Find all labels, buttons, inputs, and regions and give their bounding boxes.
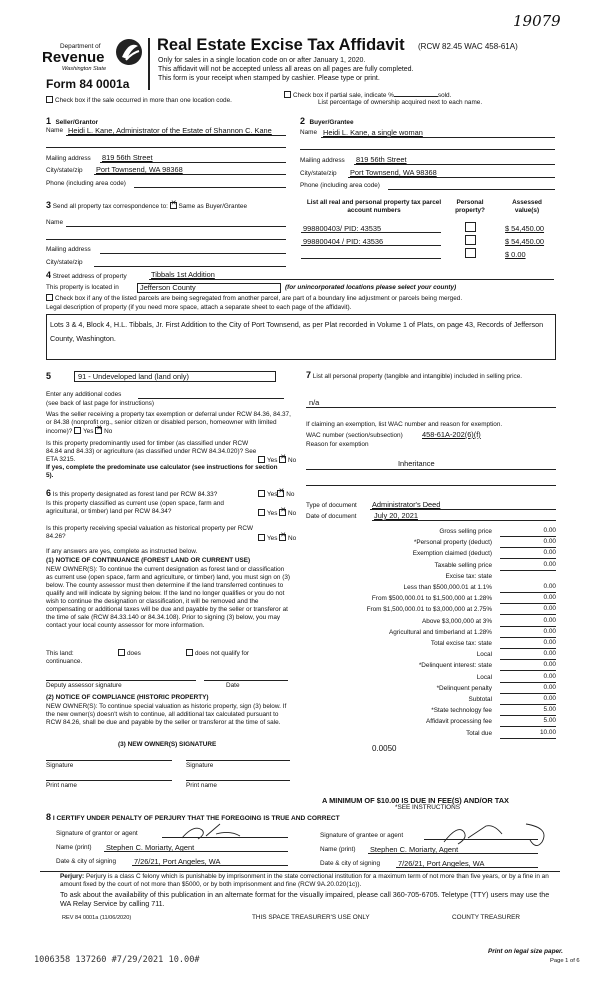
seller-heading: 1 Seller/Grantor (46, 116, 99, 126)
s6-question-1: 6 Is this property designated as forest land per RCW 84.33? (46, 488, 218, 498)
parcel-row-3-personal-checkbox[interactable] (465, 248, 476, 258)
s5-q2-no-checkbox[interactable] (279, 456, 286, 463)
parcel-row-1-id[interactable]: 998800403/ PID: 43535 (303, 224, 382, 233)
seller-mailing[interactable]: 819 56th Street (102, 153, 153, 162)
grantee-signature[interactable] (440, 820, 570, 852)
s5-question-1: Was the seller receiving a property tax exemption or deferral under RCW 84.36, 84.37, or 84.38 (nonprofit org., senior citizen or disabled person, homeowner with limited income)? Yes ✕ No (46, 411, 292, 436)
document-date-label: Date of document (306, 513, 357, 520)
calc-label: Agricultural and timberland at 1.28% (388, 628, 492, 636)
calc-value-line (500, 637, 556, 638)
county-select[interactable]: Jefferson County (137, 283, 281, 293)
intro-line-1: Only for sales in a single location code on or after January 1, 2020. (158, 57, 366, 64)
s5-q1-yes-checkbox[interactable] (74, 427, 81, 434)
street-address[interactable]: Tibbals 1st Addition (151, 270, 215, 279)
handwritten-number: 19079 (513, 12, 561, 30)
calc-value-line (500, 659, 556, 660)
perjury-line (40, 871, 560, 872)
owner-signature-label-2: Signature (186, 762, 214, 769)
grantor-name-label: Name (print) (56, 844, 92, 851)
s5-question-2b: If yes, complete the predominate use calculator (see instructions for section 5). (46, 464, 278, 479)
parcel-row-2-value[interactable]: $ 54,450.00 (505, 237, 545, 246)
seller-phone-label: Phone (including area code) (46, 180, 126, 187)
availability-notice: To ask about the availability of this publication in an alternate format for the visually impaired, please call 360-705-6705. Teletype (TTY) users may use the WA Relay Service by calling 711. (60, 890, 550, 908)
calc-value-line (500, 592, 556, 593)
title-reference: (RCW 82.45 WAC 458-61A) (418, 42, 518, 51)
calc-label: Above $3,000,000 at 3% (422, 617, 492, 625)
s3-city-label: City/state/zip (46, 259, 83, 266)
parcel-row-2-personal-checkbox[interactable] (465, 235, 476, 245)
calc-value[interactable]: 0.00 (543, 583, 556, 590)
calc-value[interactable]: 0.00 (543, 683, 556, 691)
document-type[interactable]: Administrator's Deed (372, 500, 441, 509)
land-use-select[interactable]: 91 - Undeveloped land (land only) (74, 371, 276, 382)
calc-value[interactable]: 0.00 (543, 605, 556, 613)
calc-label: Total due (466, 729, 492, 737)
county-treasurer-label: COUNTY TREASURER (452, 914, 520, 921)
buyer-phone-label: Phone (including area code) (300, 182, 380, 189)
minimum-notice: A MINIMUM OF $10.00 IS DUE IN FEE(S) AND/OR TAX (322, 796, 509, 805)
calc-value[interactable]: 0.00 (543, 560, 556, 568)
s5-number: 5 (46, 371, 52, 381)
personal-property-label: 7 List all personal property (tangible and intangible) included in selling price. (306, 370, 523, 380)
checkbox-icon (186, 649, 193, 656)
new-owner-signature-heading: (3) NEW OWNER(S) SIGNATURE (118, 741, 217, 748)
calc-value-line (500, 603, 556, 604)
s6-question-2: Is this property classified as current use (open space, farm and agricultural, or timber) land per RCW 84.34? (46, 500, 224, 515)
buyer-name-label: Name (300, 129, 318, 136)
legal-description-box[interactable] (46, 314, 556, 360)
calc-label: Local (476, 673, 492, 681)
print-legal-note: Print on legal size paper. (488, 948, 563, 955)
calc-label: Affidavit processing fee (426, 718, 492, 726)
exemption-label: If claiming an exemption, list WAC number and reason for exemption. (306, 421, 503, 428)
buyer-city-label: City/state/zip (300, 170, 337, 177)
parcel-row-1-personal-checkbox[interactable] (465, 222, 476, 232)
calc-value[interactable]: 0.00 (543, 527, 556, 534)
calc-value[interactable]: 0.00 (543, 538, 556, 546)
buyer-name[interactable]: Heidi L. Kane, a single woman (323, 128, 423, 137)
calc-value-line (500, 570, 556, 571)
calc-value[interactable]: 10.00 (540, 728, 556, 736)
legal-description: Lots 3 & 4, Block 4, H.L. Tibbals, Jr. First Addition to the City of Port Townsend, as per Plat recorded in Volume 1 of Plats, on page 43, Records of Jefferson County, Washington. (50, 320, 544, 343)
grantee-date[interactable]: 7/26/21, Port Angeles, WA (398, 859, 485, 868)
assessed-col-header: Assessed value(s) (512, 199, 542, 214)
continuance-label: continuance. (46, 658, 83, 665)
calc-label: *State technology fee (431, 707, 492, 715)
deputy-signature-label: Deputy assessor signature (46, 682, 122, 689)
calc-value-line (500, 547, 556, 548)
calc-label: Gross selling price (439, 528, 492, 535)
seller-name[interactable]: Heidi L. Kane, Administrator of the Estate of Shannon C. Kane (68, 126, 272, 135)
grantor-date[interactable]: 7/26/21, Port Angeles, WA (134, 857, 221, 866)
grantee-signature-label: Signature of grantee or agent (320, 832, 404, 839)
this-land-label: This land: (46, 650, 74, 657)
calc-value-line (500, 682, 556, 683)
notice-continuance-text: NEW OWNER(S): To continue the current designation as forest land or classification as current use (open space, farm and agriculture, or timber) land, you must sign on (3) below. The county assessor must then determine if the land transferred continues to qualify and will indicate by signing below. If the land no longer qualifies or you do not wish to continue the designation or classification, it will be removed and the compensating or additional taxes will be due and payable by the seller or transferor at the time of sale (RCW 84.33.140 or 84.34.108). Prior to signing (3) below, you may contact your local county assessor for more information. (46, 566, 291, 629)
owner-print-name-2: Print name (186, 782, 217, 789)
calc-label: Local (476, 651, 492, 659)
s6-question-3: Is this property receiving special valuation as historical property per RCW 84.26? (46, 525, 254, 540)
deputy-date-label: Date (226, 682, 240, 689)
parcel-row-3-value[interactable]: $ 0.00 (505, 250, 526, 259)
parcel-col-header: List all real and personal property tax parcel account numbers (306, 199, 442, 214)
agency-line1: Department of (60, 43, 101, 50)
personal-col-header: Personal property? (455, 199, 485, 214)
revision-label: REV 84 0001a (11/06/2020) (62, 915, 132, 921)
calc-label: From $500,000.01 to $1,500,000 at 1.28% (371, 595, 492, 603)
calc-value-line (500, 726, 556, 727)
county-note: (for unincorporated locations please select your county) (285, 284, 457, 291)
calc-value[interactable]: 0.00 (543, 616, 556, 624)
calc-value[interactable]: 0.00 (543, 650, 556, 658)
additional-codes-sub: (see back of last page for instructions) (46, 400, 154, 407)
s5-q2-yes-checkbox[interactable] (258, 456, 265, 463)
calc-value[interactable]: 0.00 (543, 627, 556, 635)
checkbox-icon (118, 649, 125, 656)
seller-city-label: City/state/zip (46, 167, 83, 174)
does-qualify-checkbox[interactable]: does (118, 649, 141, 658)
parcel-row-1-value[interactable]: $ 54,450.00 (505, 224, 545, 233)
s6-q2-yes-checkbox[interactable] (258, 509, 265, 516)
wac-number-label: WAC number (section/subsection) (306, 432, 403, 439)
s6-q3-no-checkbox[interactable] (279, 534, 286, 541)
additional-codes-label: Enter any additional codes (46, 391, 122, 398)
s6-q3-answers: Yes ✕ No (258, 534, 296, 543)
calc-label: *Delinquent interest: state (418, 662, 492, 670)
calc-value-line (500, 693, 556, 694)
checkbox-icon (46, 96, 53, 103)
street-address-label: 4 Street address of property (46, 270, 127, 280)
grantor-date-label: Date & city of signing (56, 858, 117, 865)
calc-label: Exemption claimed (deduct) (412, 550, 492, 558)
treasurer-use-label: THIS SPACE TREASURER'S USE ONLY (252, 914, 370, 921)
calc-value-line (500, 704, 556, 705)
tax-correspondence: 3 Send all property tax correspondence to: ✕ Same as Buyer/Grantee (46, 201, 247, 211)
s3-mailing-label: Mailing address (46, 246, 91, 253)
seller-mailing-label: Mailing address (46, 155, 91, 162)
calc-value-line (500, 738, 556, 739)
page-number: Page 1 of 6 (550, 958, 580, 964)
calc-value[interactable]: 0.00 (543, 695, 556, 702)
intro-line-3: This form is your receipt when stamped by cashier. Please type or print. (158, 75, 380, 82)
calc-label: Excise tax: state (445, 572, 492, 580)
checkbox-icon (284, 91, 291, 98)
perjury-notice: Perjury: Perjury is a class C felony which is punishable by imprisonment in the state correctional institution for a maximum term of not more than five years, or by a fine in an amount fixed by the court of not more than $5000, or by both imprisonment and fine (RCW 9A.20.020(1c)). (60, 873, 549, 888)
local-rate[interactable]: 0.0050 (372, 744, 397, 753)
same-as-buyer-checkbox[interactable] (170, 202, 177, 209)
calc-value-line (500, 558, 556, 559)
s5-question-2: Is this property predominantly used for timber (as classified under RCW 84.84 and 84.33) or agriculture (as classified under RCW 84.34.020)? See ETA 3215. (46, 440, 257, 463)
personal-property-value[interactable]: n/a (309, 398, 320, 407)
notice-compliance-heading: (2) NOTICE OF COMPLIANCE (HISTORIC PROPERTY) (46, 694, 209, 701)
agency-name: Revenue (42, 49, 105, 66)
owner-signature-label-1: Signature (46, 762, 74, 769)
calc-label: *Personal property (deduct) (413, 539, 492, 547)
grantee-name-label: Name (print) (320, 846, 356, 853)
s6-q1-answers: Yes✕ No (258, 490, 294, 499)
header-divider (148, 38, 150, 90)
grantor-signature-label: Signature of grantor or agent (56, 830, 138, 837)
calc-label: Subtotal (468, 696, 492, 703)
document-type-label: Type of document (306, 502, 357, 509)
intro-line-2: This affidavit will not be accepted unless all areas on all pages are fully completed. (158, 66, 414, 73)
see-instructions: *SEE INSTRUCTIONS (395, 804, 460, 811)
calc-label: From $1,500,000.01 to $3,000,000 at 2.75% (366, 606, 492, 614)
calc-value[interactable]: 5.00 (543, 706, 556, 714)
calc-value[interactable]: 0.00 (543, 639, 556, 646)
buyer-mailing-label: Mailing address (300, 157, 345, 164)
calc-value-line (500, 536, 556, 537)
s6-q1-no-checkbox[interactable] (277, 490, 284, 497)
seller-name-label: Name (46, 127, 64, 134)
does-not-qualify-checkbox[interactable]: does not qualify for (186, 649, 249, 658)
buyer-heading: 2 Buyer/Grantee (300, 116, 354, 126)
exemption-reason[interactable]: Inheritance (398, 459, 435, 468)
s6-q3-yes-checkbox[interactable] (258, 534, 265, 541)
calc-value-line (500, 670, 556, 671)
owner-print-name-1: Print name (46, 782, 77, 789)
calc-value[interactable]: 0.00 (543, 672, 556, 680)
notice-compliance-text: NEW OWNER(S): To continue special valuation as historic property, sign (3) below. If the new owner(s) doesn't wish to continue, all additional tax calculated pursuant to RCW 84.26, shall be due and payable by the seller or transferor at the time of sale. (46, 703, 287, 726)
seller-city[interactable]: Port Townsend, WA 98368 (96, 165, 183, 174)
notice-continuance-heading: (1) NOTICE OF CONTINUANCE (FOREST LAND OR CURRENT USE) (46, 557, 251, 564)
s6-q1-yes-checkbox[interactable] (258, 490, 265, 497)
located-in-label: This property is located in (46, 284, 119, 291)
certify-heading: 8 I CERTIFY UNDER PENALTY OF PERJURY THAT THE FOREGOING IS TRUE AND CORRECT (46, 812, 340, 822)
calc-value-line (500, 626, 556, 627)
calc-value-line (500, 715, 556, 716)
receipt-stamp: 1006358 137260 #7/29/2021 10.00# (34, 955, 200, 965)
calc-label: Less than $500,000.01 at 1.1% (403, 584, 492, 591)
s5-q2-answers: Yes ✕ No (258, 456, 296, 465)
legal-description-label: Legal description of property (if you need more space, attach a separate sheet to each page of the affidavit). (46, 304, 352, 311)
calc-value[interactable]: 0.00 (543, 661, 556, 669)
s5-q1-no-checkbox[interactable] (95, 427, 102, 434)
s6-q2-no-checkbox[interactable] (279, 509, 286, 516)
multi-location-checkbox[interactable]: Check box if the sale occurred in more than one location code. (46, 96, 232, 105)
document-date[interactable]: July 20, 2021 (374, 511, 418, 520)
calc-value[interactable]: 0.00 (543, 594, 556, 602)
buyer-mailing[interactable]: 819 56th Street (356, 155, 407, 164)
reason-label: Reason for exemption (306, 441, 369, 448)
calc-value[interactable]: 5.00 (543, 717, 556, 725)
s3-name-label: Name (46, 219, 64, 226)
calc-label: *Delinquent penalty (436, 684, 492, 692)
s6-q2-answers: Yes ✕ No (258, 509, 296, 518)
partial-sale-sub: List percentage of ownership acquired next to each name. (318, 99, 483, 106)
form-number: Form 84 0001a (46, 77, 130, 91)
grantee-date-label: Date & city of signing (320, 860, 381, 867)
buyer-city[interactable]: Port Townsend, WA 98368 (350, 168, 437, 177)
parcel-row-2-id[interactable]: 998800404 / PID: 43536 (303, 237, 384, 246)
wac-number[interactable]: 458-61A-202(6)(f) (422, 430, 481, 439)
calc-value[interactable]: 0.00 (543, 549, 556, 557)
grantor-signature[interactable] (176, 820, 262, 842)
page-title: Real Estate Excise Tax Affidavit (157, 36, 405, 54)
calc-label: Total excise tax: state (430, 640, 492, 647)
segregated-checkbox[interactable]: Check box if any of the listed parcels are being segregated from another parcel, are part of a boundary line adjustment or parcels being merged. (46, 294, 462, 303)
grantee-name[interactable]: Stephen C. Moriarty, Agent (370, 845, 459, 854)
revenue-logo-icon (114, 37, 144, 67)
s6-question-4: If any answers are yes, complete as instructed below. (46, 548, 198, 555)
calc-label: Taxable selling price (434, 561, 492, 569)
grantor-name[interactable]: Stephen C. Moriarty, Agent (106, 843, 195, 852)
agency-state: Washington State (62, 66, 107, 72)
partial-sale-checkbox[interactable]: Check box if partial sale, indicate % sold. (284, 90, 451, 100)
checkbox-icon (46, 294, 53, 301)
calc-value-line (500, 648, 556, 649)
calc-value-line (500, 614, 556, 615)
